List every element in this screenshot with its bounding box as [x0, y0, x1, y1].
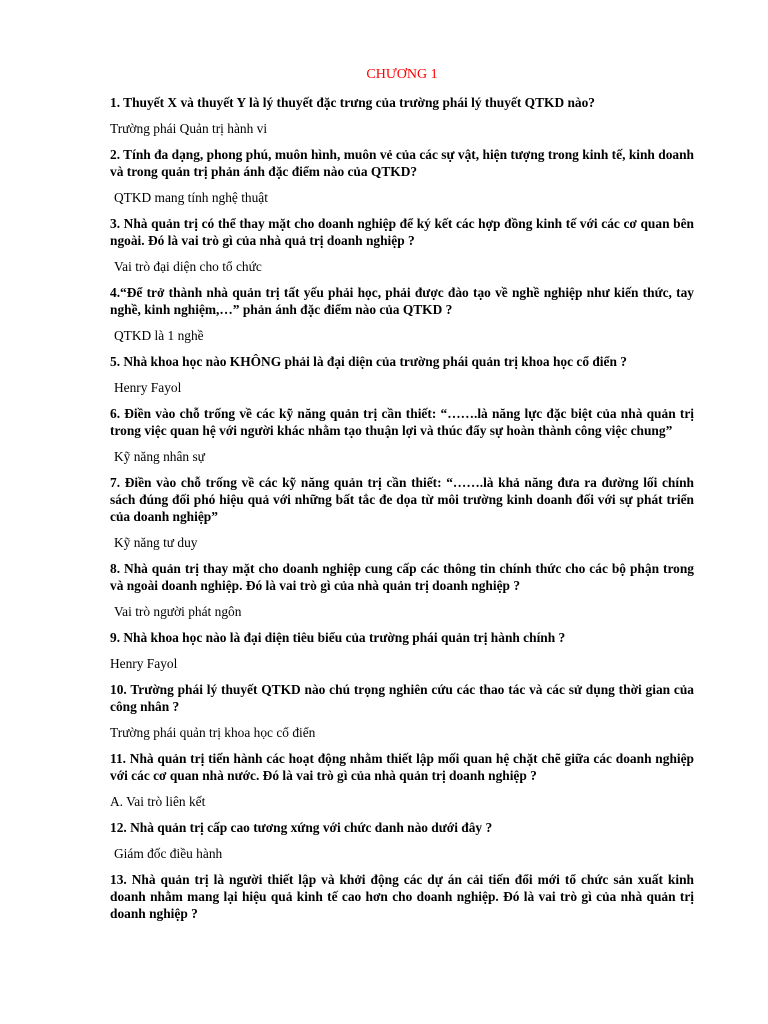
answer-text: Vai trò người phát ngôn [114, 604, 242, 619]
answer-text: Kỹ năng tư duy [114, 535, 198, 550]
qa-item-3 [110, 215, 694, 275]
answer-text: QTKD là 1 nghề [114, 328, 204, 343]
question-text: 9. Nhà khoa học nào là đại diện tiêu biểu của trường phái quản trị hành chính ? [110, 630, 566, 645]
document-page [110, 66, 694, 931]
question-text: 4.“Để trở thành nhà quản trị tất yếu phải học, phải được đào tạo về nghề nghiệp như kiến thức, tay nghề, kinh nghiệm,…” phản ánh đặc điểm nào của QTKD ? [110, 285, 694, 317]
answer-text: Henry Fayol [114, 380, 182, 395]
question-text: 12. Nhà quản trị cấp cao tương xứng với chức danh nào dưới đây ? [110, 820, 493, 835]
question-text: 2. Tính đa dạng, phong phú, muôn hình, muôn vẻ của các sự vật, hiện tượng trong kinh tế, kinh doanh và trong quản trị phản ánh đặc điểm nào của QTKD? [110, 147, 694, 179]
qa-item-5 [110, 353, 694, 396]
question-text: 13. Nhà quản trị là người thiết lập và khởi động các dự án cải tiến đổi mới tổ chức sản xuất kinh doanh nhằm mang lại hiệu quả kinh tế cao hơn cho doanh nghiệp. Đó là vai trò gì của nhà quản trị doanh nghiệp ? [110, 872, 694, 921]
qa-item-7 [110, 474, 694, 551]
question-text: 10. Trường phái lý thuyết QTKD nào chú trọng nghiên cứu các thao tác và các sử dụng thời gian của công nhân ? [110, 682, 694, 714]
qa-item-10 [110, 681, 694, 741]
answer-text: A. Vai trò liên kết [110, 794, 206, 809]
qa-item-6 [110, 405, 694, 465]
question-text: 7. Điền vào chỗ trống về các kỹ năng quản trị cần thiết: “…….là khả năng đưa ra đường lối chính sách đúng đối phó hiệu quả với những bất tắc đe dọa từ môi trường kinh doanh đối với sự phát triển của doanh nghiệp” [110, 475, 694, 524]
question-text: 1. Thuyết X và thuyết Y là lý thuyết đặc trưng của trường phái lý thuyết QTKD nào? [110, 95, 595, 110]
answer-text: QTKD mang tính nghệ thuật [114, 190, 268, 205]
answer-text: Trường phái Quản trị hành vi [110, 121, 268, 136]
qa-item-12 [110, 819, 694, 862]
answer-text: Vai trò đại diện cho tổ chức [114, 259, 262, 274]
qa-item-4 [110, 284, 694, 344]
qa-item-1 [110, 94, 694, 137]
qa-item-2 [110, 146, 694, 206]
question-text: 8. Nhà quản trị thay mặt cho doanh nghiệp cung cấp các thông tin chính thức cho các bộ phận trong và ngoài doanh nghiệp. Đó là vai trò gì của nhà quản trị doanh nghiệp ? [110, 561, 694, 593]
chapter-title: CHƯƠNG 1 [366, 67, 438, 82]
answer-text: Trường phái quản trị khoa học cổ điển [110, 725, 316, 740]
answer-text: Kỹ năng nhân sự [114, 449, 205, 464]
qa-item-11 [110, 750, 694, 810]
qa-item-9 [110, 629, 694, 672]
qa-item-13 [110, 871, 694, 922]
question-text: 11. Nhà quản trị tiến hành các hoạt động nhằm thiết lập mối quan hệ chặt chẽ giữa các doanh nghiệp với các cơ quan nhà nước. Đó là vai trò gì của nhà quản trị doanh nghiệp ? [110, 751, 694, 783]
answer-text: Henry Fayol [110, 656, 178, 671]
qa-item-8 [110, 560, 694, 620]
question-text: 3. Nhà quản trị có thể thay mặt cho doanh nghiệp để ký kết các hợp đồng kinh tế với các cơ quan bên ngoài. Đó là vai trò gì của nhà quả trị doanh nghiệp ? [110, 216, 694, 248]
answer-text: Giám đốc điều hành [114, 846, 223, 861]
question-text: 6. Điền vào chỗ trống về các kỹ năng quản trị cần thiết: “…….là năng lực đặc biệt của nhà quản trị trong việc quan hệ với người khác nhằm tạo thuận lợi và thúc đẩy sự hoàn thành công việc chung” [110, 406, 694, 438]
question-text: 5. Nhà khoa học nào KHÔNG phải là đại diện của trường phái quản trị khoa học cổ điển ? [110, 354, 627, 369]
